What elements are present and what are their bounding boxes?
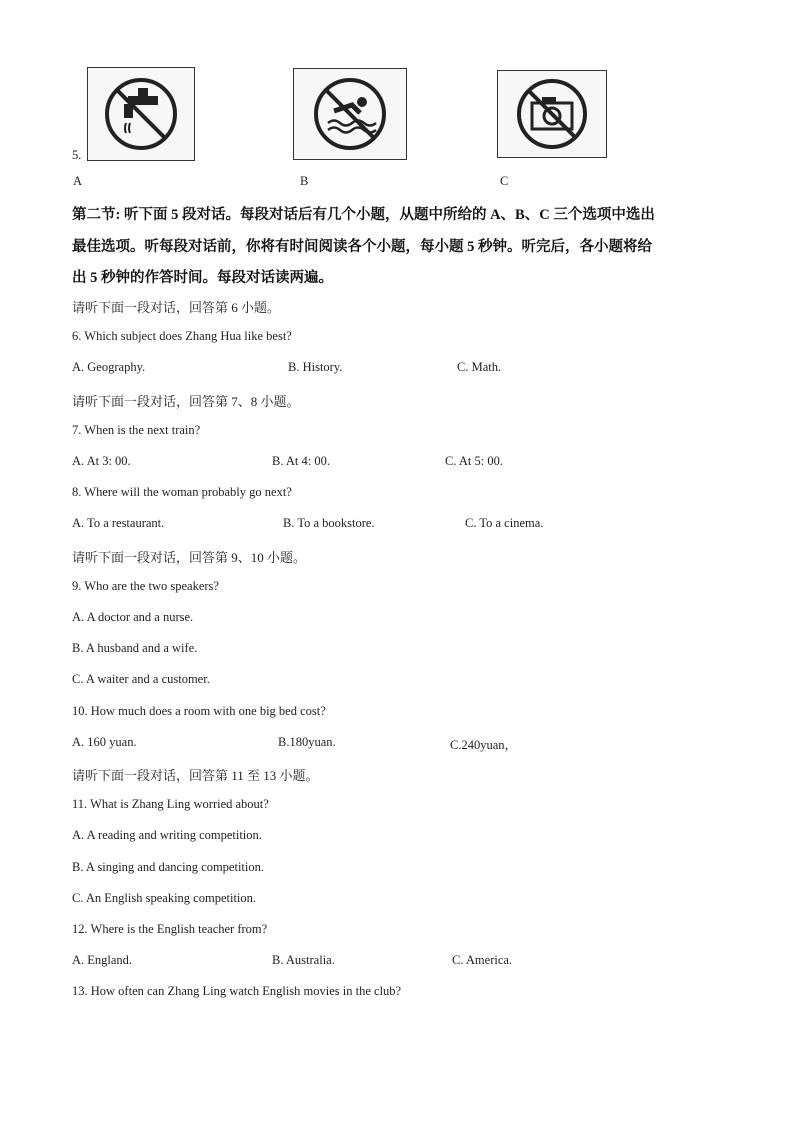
instruction-q11-13: 请听下面一段对话，回答第 11 至 13 小题。	[72, 768, 319, 783]
q11-option-c: C. An English speaking competition.	[72, 891, 257, 905]
section2-line1: 第二节: 听下面 5 段对话。每段对话后有几个小题，从题中所给的 A、B、C 三个选项中选出	[72, 207, 655, 223]
option-b-label: B	[300, 174, 309, 188]
question-7: 7. When is the next train?	[72, 423, 201, 437]
instruction-q6: 请听下面一段对话，回答第 6 小题。	[72, 300, 281, 315]
question-12: 12. Where is the English teacher from?	[72, 922, 268, 936]
q8-option-a: A. To a restaurant.	[72, 516, 165, 530]
question-10: 10. How much does a room with one big bed cost?	[72, 704, 326, 718]
option-c-image	[497, 70, 607, 158]
q12-option-a: A. England.	[72, 953, 133, 967]
no-water-tap-icon	[88, 68, 194, 160]
q8-option-b: B. To a bookstore.	[283, 516, 375, 530]
question-11: 11. What is Zhang Ling worried about?	[72, 797, 269, 811]
q11-option-b: B. A singing and dancing competition.	[72, 860, 264, 874]
option-a-image	[87, 67, 195, 161]
q12-option-b: B. Australia.	[272, 953, 335, 967]
question-6: 6. Which subject does Zhang Hua like best?	[72, 329, 292, 343]
question-13: 13. How often can Zhang Ling watch English movies in the club?	[72, 984, 402, 998]
q9-option-c: C. A waiter and a customer.	[72, 672, 210, 686]
no-photography-icon	[498, 71, 606, 157]
q12-option-c: C. America.	[452, 953, 513, 967]
section2-line2: 最佳选项。听每段对话前，你将有时间阅读各个小题，每小题 5 秒钟。听完后，各小题将给	[72, 239, 652, 255]
q9-option-b: B. A husband and a wife.	[72, 641, 198, 655]
option-a-label: A	[73, 174, 83, 188]
option-b-image	[293, 68, 407, 160]
q8-option-c: C. To a cinema.	[465, 516, 544, 530]
instruction-q9-10: 请听下面一段对话，回答第 9、10 小题。	[72, 550, 307, 565]
q11-option-a: A. A reading and writing competition.	[72, 828, 262, 842]
question-5-number: 5.	[72, 148, 82, 162]
q7-option-b: B. At 4: 00.	[272, 454, 330, 468]
instruction-q7-8: 请听下面一段对话，回答第 7、8 小题。	[72, 394, 300, 409]
q10-option-b: B.180yuan.	[278, 735, 336, 749]
q6-option-a: A. Geography.	[72, 360, 146, 374]
q7-option-c: C. At 5: 00.	[445, 454, 503, 468]
q6-option-c: C. Math.	[457, 360, 502, 374]
q10-option-c: C.240yuan，	[450, 738, 518, 752]
section2-line3: 出 5 秒钟的作答时间。每段对话读两遍。	[72, 270, 333, 286]
q6-option-b: B. History.	[288, 360, 343, 374]
q10-option-a: A. 160 yuan.	[72, 735, 137, 749]
question-9: 9. Who are the two speakers?	[72, 579, 219, 593]
question-8: 8. Where will the woman probably go next?	[72, 485, 292, 499]
option-c-label: C	[500, 174, 509, 188]
q9-option-a: A. A doctor and a nurse.	[72, 610, 194, 624]
q7-option-a: A. At 3: 00.	[72, 454, 131, 468]
no-swimming-icon	[294, 69, 406, 159]
